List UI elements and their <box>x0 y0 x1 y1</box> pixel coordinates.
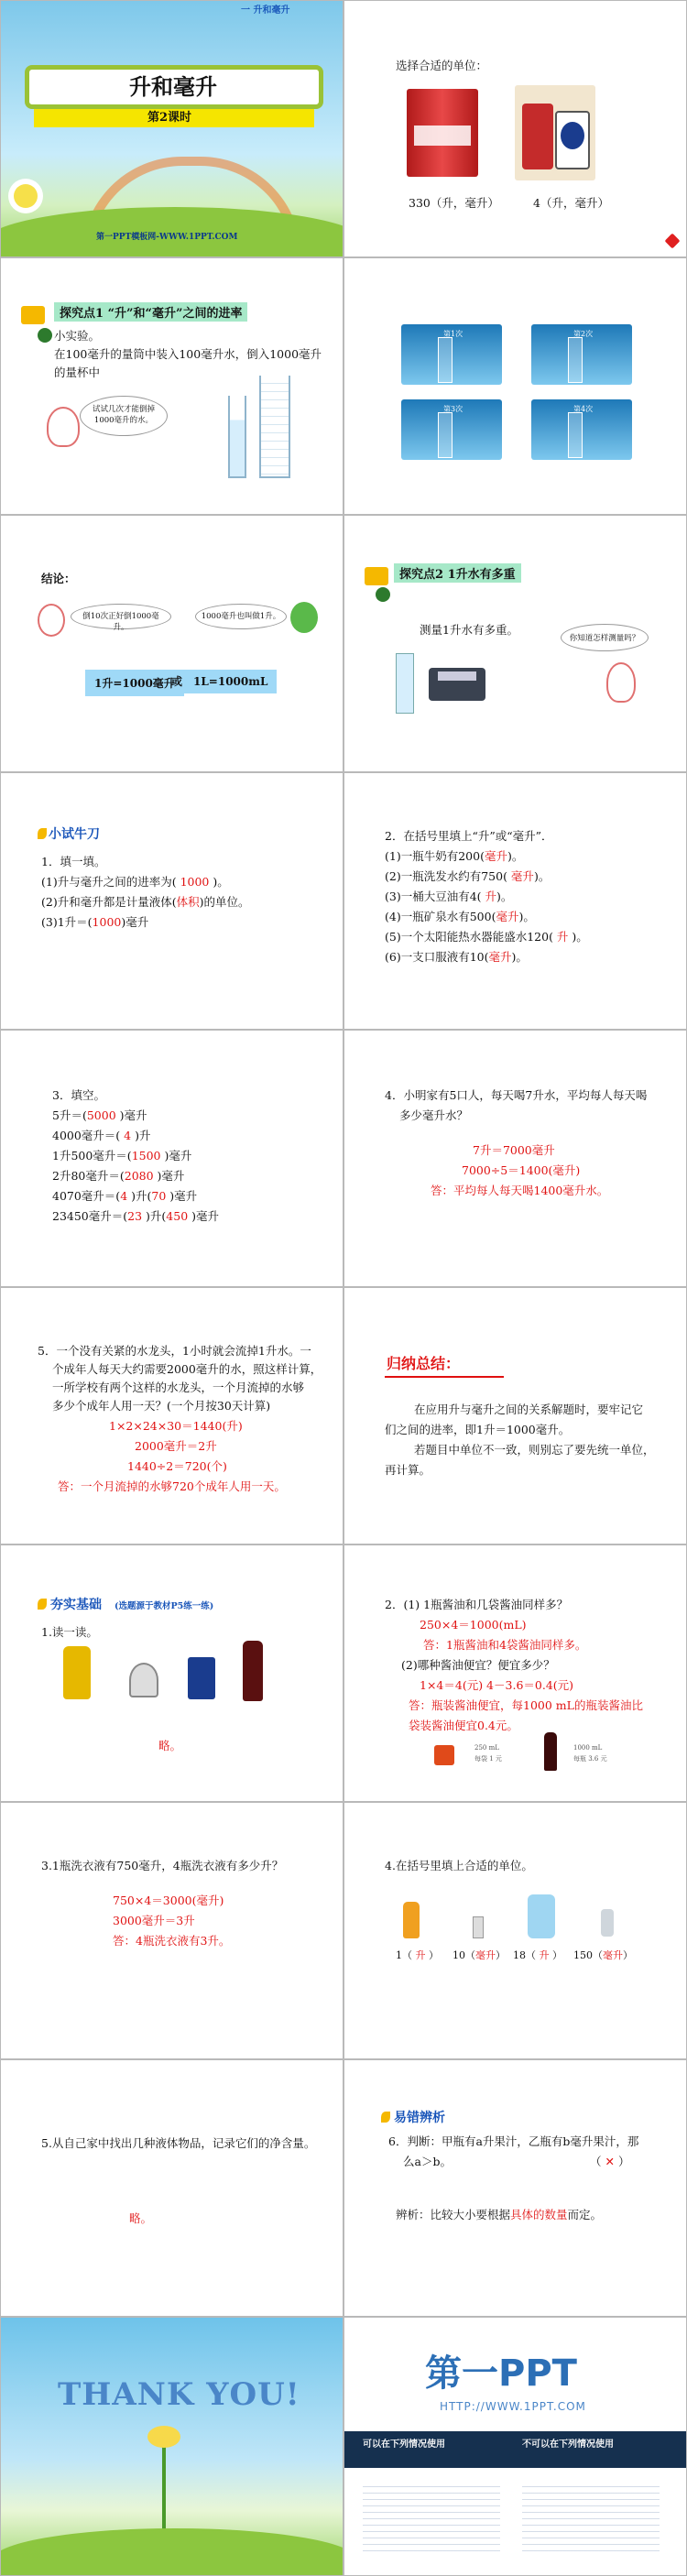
sauce-bag-image <box>434 1745 454 1765</box>
line-3-text: (3)1升＝( <box>41 915 93 929</box>
question: 4.在括号里填上合适的单位。 <box>385 1859 533 1872</box>
section-heading: 探究点1 “升”和“毫升”之间的进率 <box>54 302 247 322</box>
answer-1: 750×4＝3000(毫升) <box>113 1894 224 1907</box>
slide-soy-sauce <box>344 1545 687 1802</box>
oil-bottle-image <box>63 1646 91 1699</box>
line-2 <box>41 894 250 911</box>
maple-leaf-icon <box>665 234 681 249</box>
question-line-1: 6．判断：甲瓶有a升果汁，乙瓶有b毫升果汁，那 <box>388 2134 639 2148</box>
item-3-text: (3)一桶大豆油有4( <box>385 890 482 903</box>
row-6-answer-b: 450 <box>166 1209 189 1223</box>
unit-3-end: ） <box>552 1949 562 1961</box>
answer-4: 答：瓶装酱油便宜，每1000 mL的瓶装酱油比 <box>409 1698 643 1712</box>
row-6-end: )毫升 <box>188 1209 220 1223</box>
question-line-4: 多少个成年人用一天？(一个月按30天计算) <box>52 1399 271 1413</box>
question: 1.读一读。 <box>41 1625 98 1639</box>
slide-units-choice <box>344 0 687 257</box>
question: 1．填一填。 <box>41 855 106 868</box>
step-label-4: 第4次 <box>573 405 594 413</box>
item-2-answer: 毫升 <box>507 869 534 883</box>
row-3-end: )毫升 <box>160 1149 192 1162</box>
section-heading: 探究点2 1升水有多重 <box>394 563 521 583</box>
line-2-end: )的单位。 <box>199 895 250 909</box>
item-1-end: )。 <box>507 849 524 863</box>
row-2-answer: 4 <box>120 1129 132 1142</box>
question-2: (2)哪种酱油便宜？便宜多少？ <box>401 1658 555 1672</box>
slide-quick-test <box>0 772 344 1030</box>
speech-bubble: 你知道怎样测量吗？ <box>561 624 649 651</box>
row-2-end: )升 <box>131 1129 151 1142</box>
water-jug-image <box>528 1894 555 1938</box>
measure-line: 测量1升水有多重。 <box>420 623 518 637</box>
slide-error-analysis <box>344 2059 687 2317</box>
question-line-2: 多少毫升水？ <box>399 1108 469 1122</box>
answer-3: 1000 <box>92 915 122 929</box>
question-1: 2．(1) 1瓶酱油和几袋酱油同样多？ <box>385 1598 569 1611</box>
item-5-answer: 升 <box>552 930 572 944</box>
question-line-2: 么a＞b。 <box>403 2155 452 2168</box>
bottle-price: 每瓶 3.6 元 <box>573 1755 607 1763</box>
slide-summary <box>344 1287 687 1545</box>
question-line-1: 4．小明家有5口人，每天喝7升水，平均每人每天喝 <box>385 1088 648 1102</box>
slide-conversion <box>0 1030 344 1287</box>
grass <box>0 2528 344 2576</box>
section-note: (选题源于教材P5练一练) <box>114 1601 214 1611</box>
slide-home-task <box>0 2059 344 2317</box>
slide-word-problem-4 <box>344 1030 687 1287</box>
measuring-cup <box>259 376 290 478</box>
question: 3.1瓶洗衣液有750毫升，4瓶洗衣液有多少升？ <box>41 1859 284 1872</box>
unit-3-num: 18（ <box>513 1949 536 1961</box>
item-2-end: )。 <box>533 869 551 883</box>
row-3 <box>52 1148 191 1164</box>
rabbit-character <box>606 662 636 703</box>
answer-3: 答：4瓶洗衣液有3升。 <box>113 1934 231 1948</box>
step-image-1 <box>401 324 502 385</box>
book-icon <box>365 567 388 585</box>
item-6 <box>385 949 528 966</box>
question: 3．填空。 <box>52 1088 105 1102</box>
label-left: 330（升，毫升） <box>409 196 499 210</box>
item-4-text: (4)一瓶矿泉水有500( <box>385 910 496 923</box>
leaf-icon <box>38 828 47 839</box>
analysis-highlight: 具体的数量 <box>510 2208 568 2221</box>
row-2 <box>52 1128 151 1144</box>
answer: 略。 <box>129 2211 153 2225</box>
answer-1: 250×4＝1000(mL) <box>420 1618 527 1632</box>
bottle-volume: 1000 mL <box>573 1744 603 1752</box>
link-list-right <box>522 2481 660 2554</box>
bag-price: 每袋 1 元 <box>474 1755 502 1763</box>
equation-right: 1L=1000mL <box>184 670 277 693</box>
step-image-3 <box>401 399 502 460</box>
thank-you-title: THANK YOU! <box>58 2376 300 2413</box>
question-line-1: 5．一个没有关紧的水龙头，1小时就会流掉1升水。一 <box>38 1344 311 1358</box>
sauce-bottle-image <box>544 1732 557 1771</box>
line-3 <box>41 914 148 931</box>
row-5-answer-a: 4 <box>120 1189 128 1203</box>
paragraph-2: 们之间的进率，即1升＝1000毫升。 <box>385 1423 571 1436</box>
answer-2: 3000毫升＝3升 <box>113 1914 195 1927</box>
question: 2．在括号里填上“升”或“毫升”． <box>385 829 553 843</box>
judgment-open: （ <box>590 2155 602 2168</box>
scale-image <box>429 668 485 701</box>
section-heading: 小试牛刀 <box>49 827 100 842</box>
judgment-mark: ✕ <box>601 2155 618 2168</box>
section-heading: 易错辨析 <box>394 2111 445 2125</box>
conclusion-heading: 结论： <box>41 572 76 585</box>
rabbit-character <box>47 407 80 447</box>
allowed-heading: 可以在下列情况使用 <box>363 2440 445 2450</box>
or-label: 或 <box>171 675 183 688</box>
unit-1-answer: 升 <box>412 1949 429 1961</box>
row-5-answer-b: 70 <box>151 1189 167 1203</box>
footer-site: 第一PPT模板网-WWW.1PPT.COM <box>96 233 238 242</box>
bubble-right: 1000毫升也叫做1升。 <box>195 604 287 629</box>
answer-2: 答：1瓶酱油和4袋酱油同样多。 <box>423 1638 587 1652</box>
question-line-3: 一所学校有两个这样的水龙头，一个月流掉的水够 <box>52 1381 305 1394</box>
unit-2-answer: 毫升 <box>475 1949 496 1961</box>
vial-image <box>473 1916 484 1938</box>
step-image-2 <box>531 324 632 385</box>
answer-5: 袋装酱油便宜0.4元。 <box>409 1719 518 1732</box>
item-1-text: (1)一瓶牛奶有200( <box>385 849 485 863</box>
equation-left: 1升=1000毫升 <box>85 670 184 696</box>
answer-2: 7000÷5＝1400(毫升) <box>462 1163 581 1177</box>
answer-3: 1×4＝4(元) 4－3.6＝0.4(元) <box>420 1678 574 1692</box>
item-5 <box>385 929 588 945</box>
slide-conclusion <box>0 515 344 772</box>
slide-brand <box>344 2317 687 2576</box>
slide-thank-you <box>0 2317 344 2576</box>
flower-illustration <box>14 184 38 208</box>
step-label-1: 第1次 <box>443 330 463 338</box>
answer: 略。 <box>158 1739 182 1752</box>
link-list-left <box>363 2481 500 2554</box>
slide-fill-units <box>344 772 687 1030</box>
rabbit-character <box>38 604 65 637</box>
row-4-answer: 2080 <box>124 1169 154 1183</box>
forbidden-heading: 不可以在下列情况使用 <box>522 2440 614 2450</box>
answer-2: 体积 <box>176 895 200 909</box>
row-1 <box>52 1108 147 1124</box>
judgment-close: ） <box>617 2155 630 2168</box>
slide-basics <box>0 1545 344 1802</box>
summary-heading: 归纳总结： <box>387 1355 461 1372</box>
answer-4: 答：一个月流掉的水够720个成年人用一天。 <box>58 1479 286 1493</box>
unit-4-end: ） <box>623 1949 633 1961</box>
sauce-bottle-image <box>243 1641 263 1701</box>
unit-1-num: 1（ <box>396 1949 412 1961</box>
item-1-answer: 毫升 <box>484 849 507 863</box>
item-3-end: )。 <box>496 890 513 903</box>
label-right: 4（升，毫升） <box>533 196 609 210</box>
item-5-end: )。 <box>572 930 588 944</box>
analysis-note <box>396 2207 602 2223</box>
line-2-text: (2)升和毫升都是计量液体( <box>41 895 177 909</box>
item-4-end: )。 <box>518 910 535 923</box>
line-1-text: (1)升与毫升之间的进率为( <box>41 875 177 889</box>
row-4 <box>52 1168 184 1184</box>
chemical-bottle-image <box>129 1663 158 1697</box>
heading-underline <box>385 1376 504 1378</box>
row-1-end: )毫升 <box>115 1108 147 1122</box>
row-5-text: 4070毫升＝( <box>52 1189 121 1203</box>
prompt: 选择合适的单位： <box>396 59 488 72</box>
juice-bottle-image <box>403 1902 420 1938</box>
row-6-answer-a: 23 <box>127 1209 143 1223</box>
line-3-end: )毫升 <box>121 915 149 929</box>
can-photo <box>407 89 478 177</box>
small-bottle-image <box>601 1909 614 1937</box>
item-1 <box>385 848 523 865</box>
slide-detergent <box>0 1802 344 2059</box>
item-6-answer: 毫升 <box>488 950 512 964</box>
paragraph-3: 若题目中单位不一致，则别忘了要先统一单位， <box>414 1443 655 1457</box>
item-5-text: (5)一个太阳能热水器能盛水120( <box>385 930 553 944</box>
row-5-mid: )升( <box>127 1189 152 1203</box>
unit-4-num: 150（ <box>573 1949 603 1961</box>
item-4-answer: 毫升 <box>496 910 519 923</box>
row-4-text: 2升80毫升＝( <box>52 1169 125 1183</box>
carton-image <box>188 1657 215 1699</box>
unit-3-answer: 升 <box>536 1949 552 1961</box>
question-line-2: 个成年人每天大约需要2000毫升的水，照这样计算， <box>52 1362 322 1376</box>
unit-2 <box>453 1948 506 1964</box>
answer-1: 7升＝7000毫升 <box>473 1143 555 1157</box>
frog-character <box>290 602 318 633</box>
line3: 的量杯中 <box>54 366 101 379</box>
unit-1 <box>396 1948 439 1964</box>
answer-1: 1×2×24×30＝1440(升) <box>109 1419 243 1433</box>
row-6 <box>52 1208 219 1225</box>
leaf-icon <box>38 1599 47 1610</box>
paragraph-1: 在应用升与毫升之间的关系解题时，要牢记它 <box>414 1403 644 1416</box>
row-5-end: )毫升 <box>166 1189 198 1203</box>
row-3-text: 1升500毫升＝( <box>52 1149 132 1162</box>
analysis-text: 辨析：比较大小要根据 <box>396 2208 511 2221</box>
item-3 <box>385 889 512 905</box>
bottle-image <box>396 653 414 714</box>
brand-url: HTTP://WWW.1PPT.COM <box>440 2400 586 2413</box>
line2: 在100毫升的量筒中装入100毫升水，倒入1000毫升 <box>54 347 322 361</box>
step-number-icon <box>38 328 52 343</box>
paint-bucket-photo <box>515 85 595 180</box>
item-2-text: (2)一瓶洗发水约有750( <box>385 869 507 883</box>
leaf-icon <box>381 2112 390 2123</box>
question: 5.从自己家中找出几种液体物品，记录它们的净含量。 <box>41 2136 316 2150</box>
row-1-text: 5升＝( <box>52 1108 87 1122</box>
step-number-icon <box>376 587 390 602</box>
step-image-4 <box>531 399 632 460</box>
item-3-answer: 升 <box>481 890 497 903</box>
answer-2: 2000毫升＝2升 <box>135 1439 217 1453</box>
unit-2-end: ） <box>496 1949 506 1961</box>
bubble-left: 倒10次正好倒1000毫升。 <box>71 604 171 629</box>
step-label-2: 第2次 <box>573 330 594 338</box>
bag-volume: 250 mL <box>474 1744 499 1752</box>
item-6-text: (6)一支口服液有10( <box>385 950 489 964</box>
judgment <box>590 2154 629 2170</box>
answer-1: 1000 <box>176 875 213 889</box>
slide-word-problem-5 <box>0 1287 344 1545</box>
row-6-text: 23450毫升＝( <box>52 1209 128 1223</box>
slide-suitable-units <box>344 1802 687 2059</box>
row-2-text: 4000毫升＝( <box>52 1129 121 1142</box>
subtitle: 第2课时 <box>147 111 192 125</box>
row-3-answer: 1500 <box>131 1149 161 1162</box>
item-4 <box>385 909 535 925</box>
row-1-answer: 5000 <box>86 1108 116 1122</box>
item-2 <box>385 868 550 885</box>
slide-title <box>0 0 344 257</box>
paragraph-4: 再计算。 <box>385 1463 431 1477</box>
section-heading: 夯实基础 <box>50 1598 102 1612</box>
speech-bubble: 试试几次才能倒掉1000毫升的水。 <box>80 396 168 436</box>
step-label-3: 第3次 <box>443 405 463 413</box>
unit-1-end: ） <box>429 1949 439 1961</box>
analysis-end: 而定。 <box>567 2208 603 2221</box>
measuring-cylinder <box>228 396 246 478</box>
unit-2-num: 10（ <box>453 1949 475 1961</box>
slide-explore-1 <box>0 257 344 515</box>
row-6-mid: )升( <box>142 1209 167 1223</box>
line-1-end: )。 <box>213 875 229 889</box>
line-1 <box>41 874 229 890</box>
unit-4 <box>573 1948 633 1964</box>
unit-4-answer: 毫升 <box>603 1949 623 1961</box>
slide-explore-2 <box>344 515 687 772</box>
brand-logo: 第一PPT <box>425 2352 577 2395</box>
book-icon <box>21 306 45 324</box>
line1: 小实验。 <box>54 329 101 343</box>
slide-pour-steps <box>344 257 687 515</box>
row-5 <box>52 1188 197 1205</box>
unit-3 <box>513 1948 562 1964</box>
item-6-end: )。 <box>511 950 528 964</box>
answer-3: 答：平均每人每天喝1400毫升水。 <box>431 1184 609 1197</box>
page-title: 升和毫升 <box>129 73 217 100</box>
row-4-end: )毫升 <box>153 1169 185 1183</box>
top-label: 一 升和毫升 <box>241 5 290 16</box>
answer-3: 1440÷2＝720(个) <box>127 1459 227 1473</box>
flower-head <box>147 2426 180 2448</box>
